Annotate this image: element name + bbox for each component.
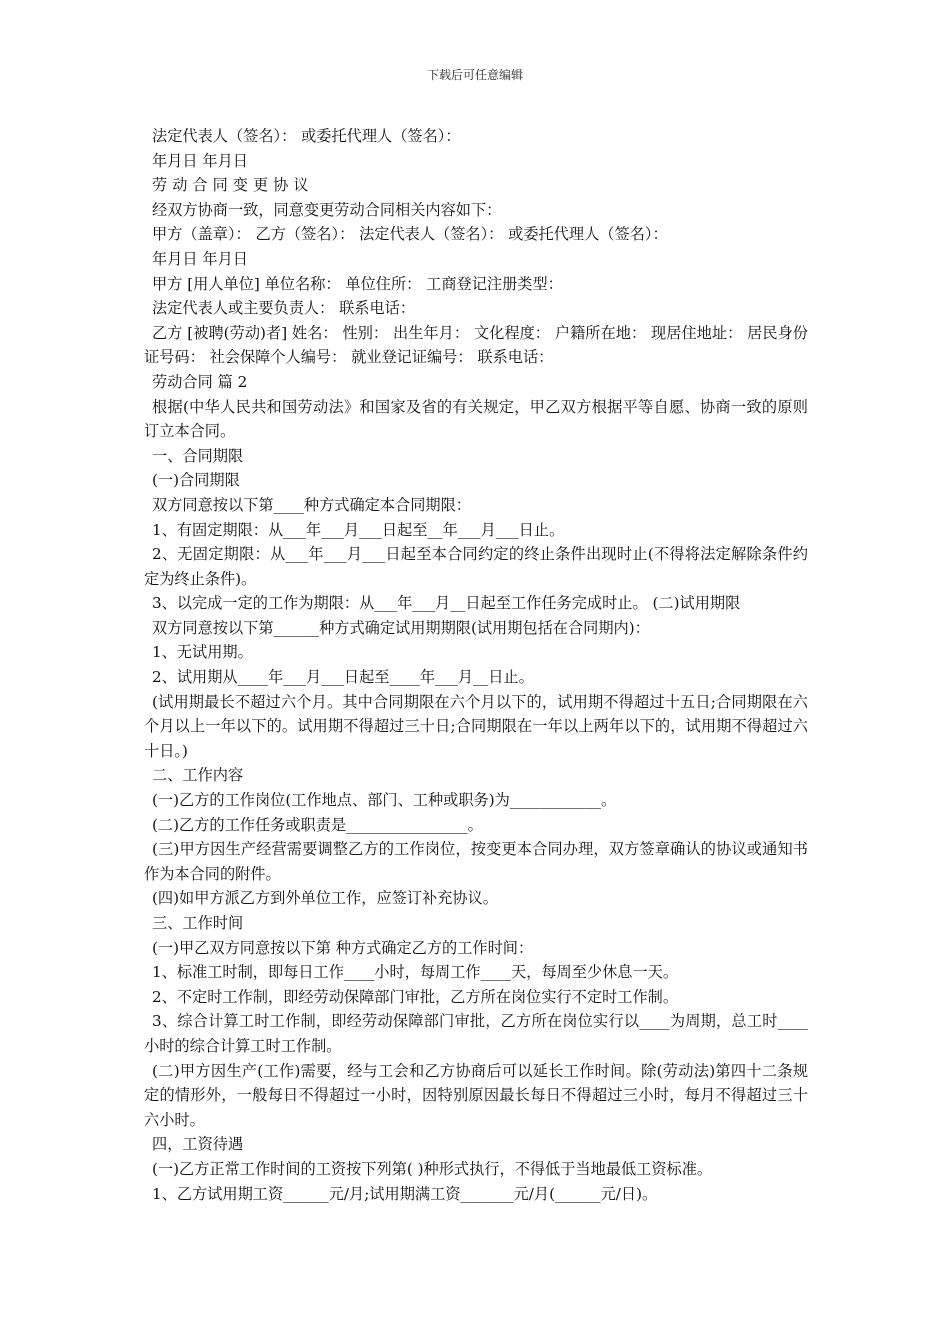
- text-line: (二)乙方的工作任务或职责是________________。: [152, 815, 483, 834]
- text-line: (一)乙方正常工作时间的工资按下列第( )种形式执行，不得低于当地最低工资标准。: [152, 1159, 713, 1178]
- text-line: 1、乙方试用期工资______元/月;试用期满工资_______元/月(______元/日)。: [152, 1184, 658, 1203]
- clause-heading: 一、合同期限: [152, 446, 244, 465]
- text-line: 2、不定时工作制，即经劳动保障部门审批，乙方所在岗位实行不定时工作制。: [152, 987, 679, 1006]
- text-line: (一)乙方的工作岗位(工作地点、部门、工种或职务)为____________。: [152, 791, 617, 810]
- text-line: 1、标准工时制，即每日工作____小时，每周工作____天，每周至少休息一天。: [152, 963, 679, 982]
- paragraph: 2、无固定期限：从___年___月___日起至本合同约定的终止条件出现时止(不得将法定解除条件约定为终止条件)。: [144, 545, 808, 588]
- clause-heading: 二、工作内容: [152, 766, 244, 785]
- clause-heading: 三、工作时间: [152, 914, 244, 932]
- document-body: [144, 124, 808, 1206]
- text-line: 2、试用期从____年___月___日起至____年___月__日止。: [152, 668, 534, 687]
- text-line: 经双方协商一致，同意变更劳动合同相关内容如下：: [152, 200, 502, 219]
- text-line: 双方同意按以下第______种方式确定试用期期限(试用期包括在合同期内)：: [152, 618, 650, 637]
- party-a-info: 甲方 [用人单位] 单位名称： 单位住所： 工商登记注册类型：: [152, 274, 563, 293]
- section-title: 劳动合同 篇 2: [152, 372, 248, 391]
- text-line: (四)如甲方派乙方到外单位工作，应签订补充协议。: [152, 889, 498, 908]
- text-line: 3、以完成一定的工作为期限：从___年___月__日起至工作任务完成时止。 (二)试用期限: [152, 594, 741, 613]
- paragraph: (三)甲方因生产经营需要调整乙方的工作岗位，按变更本合同办理，双方签章确认的协议或通知书作为本合同的附件。: [144, 840, 808, 883]
- party-b-info: 乙方 [被聘(劳动)者] 姓名： 性别： 出生年月： 文化程度： 户籍所在地： 现居住地址： 居民身份证号码： 社会保障个人编号： 就业登记证编号： 联系电话：: [144, 323, 808, 367]
- text-line: 1、有固定期限：从___年___月___日起至__年___月___日止。: [152, 520, 565, 539]
- clause-heading: 四，工资待遇: [152, 1135, 244, 1154]
- date-line: 年月日 年月日: [152, 249, 248, 268]
- sub-heading: (一)合同期限: [152, 471, 240, 490]
- paragraph: (试用期最长不超过六个月。其中合同期限在六个月以下的，试用期不得超过十五日;合同期限在六个月以上一年以下的。试用期不得超过三十日;合同期限在一年以上两年以下的，试用期不得超过六十日。): [144, 692, 808, 760]
- text-line: 双方同意按以下第____种方式确定本合同期限：: [152, 495, 471, 514]
- signature-line: 法定代表人（签名）： 或委托代理人（签名）：: [152, 127, 461, 145]
- text-line: (一)甲乙双方同意按以下第 种方式确定乙方的工作时间：: [152, 938, 534, 957]
- paragraph: 3、综合计算工时工作制，即经劳动保障部门审批，乙方所在岗位实行以____为周期，总工时____小时的综合计算工时工作制。: [144, 1012, 808, 1055]
- date-line: 年月日 年月日: [152, 151, 248, 170]
- signature-line: 甲方（盖章）： 乙方（签名）： 法定代表人（签名）： 或委托代理人（签名）：: [152, 225, 668, 244]
- party-a-representative: 法定代表人或主要负责人： 联系电话：: [152, 299, 416, 318]
- paragraph: (二)甲方因生产(工作)需要，经与工会和乙方协商后可以延长工作时间。除(劳动法)第四十二条规定的情形外，一般每日不得超过一小时，因特别原因最长每日不得超过三小时，每月不得超过三十六小时。: [144, 1061, 808, 1129]
- page-header: 下载后可任意编辑: [426, 68, 523, 82]
- paragraph: 根据(中华人民共和国劳动法》和国家及省的有关规定，甲乙双方根据平等自愿、协商一致的原则订立本合同。: [144, 397, 808, 441]
- section-title: 劳动合同变更协议: [152, 176, 314, 195]
- text-line: 1、无试用期。: [152, 643, 253, 662]
